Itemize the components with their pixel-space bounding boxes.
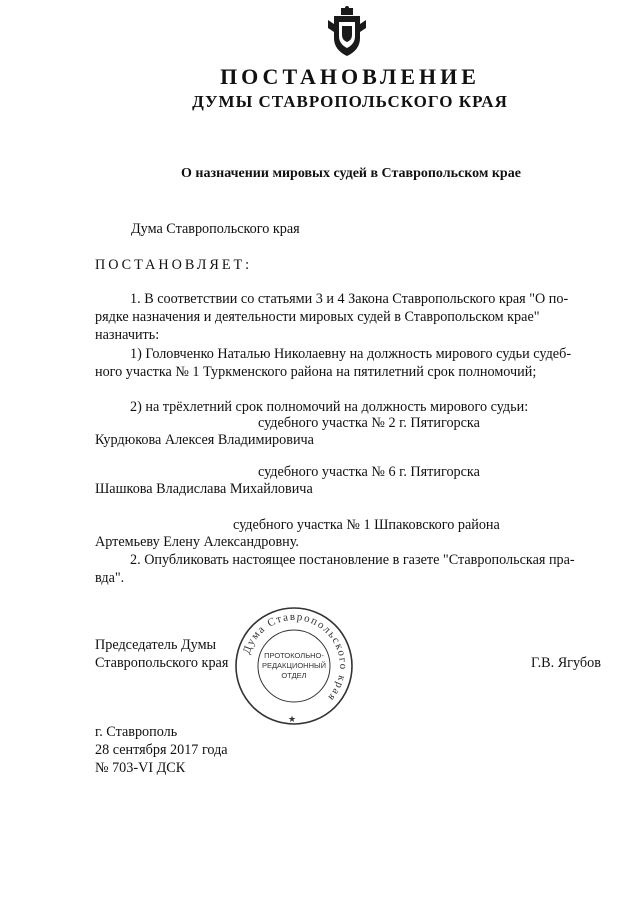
item2-line: вда".	[95, 570, 125, 586]
item2-line: 2. Опубликовать настоящее постановление в газете "Ставропольская пра-	[130, 552, 575, 568]
item1-2-heading: 2) на трёхлетний срок полномочий на должность мирового судьи:	[130, 399, 529, 415]
appointment-position: судебного участка № 2 г. Пятигорска	[258, 415, 480, 431]
appointment-position: судебного участка № 1 Шпаковского района	[233, 517, 500, 533]
item1-line: рядке назначения и деятельности мировых судей в Ставропольском крае"	[95, 309, 540, 325]
footer-number: № 703-VI ДСК	[95, 760, 186, 776]
stamp-star-icon: ★	[287, 714, 297, 724]
document-title: ПОСТАНОВЛЕНИЕ	[220, 64, 480, 89]
footer-date: 28 сентября 2017 года	[95, 742, 228, 758]
stamp-center-text: ОТДЕЛ	[281, 671, 307, 680]
stamp-center-text: РЕДАКЦИОННЫЙ	[261, 661, 327, 670]
intro-text: Дума Ставропольского края	[131, 221, 300, 237]
appointment-name: Шашкова Владислава Михайловича	[95, 481, 313, 497]
appointment-position: судебного участка № 6 г. Пятигорска	[258, 464, 480, 480]
item1-line: назначить:	[95, 327, 160, 343]
stamp-center-text: ПРОТОКОЛЬНО-	[264, 651, 324, 660]
footer-city: г. Ставрополь	[95, 724, 178, 740]
signature-position: Ставропольского края	[95, 655, 229, 671]
appointment-name: Курдюкова Алексея Владимировича	[95, 432, 314, 448]
decree-word: ПОСТАНОВЛЯЕТ:	[95, 257, 253, 273]
signature-position: Председатель Думы	[95, 637, 217, 653]
official-stamp	[232, 604, 356, 728]
signature-name: Г.В. Ягубов	[531, 655, 601, 671]
document-subject: О назначении мировых судей в Ставропольском крае	[181, 166, 521, 181]
item1-line: 1. В соответствии со статьями 3 и 4 Закона Ставропольского края "О по-	[130, 291, 569, 307]
document-subtitle: ДУМЫ СТАВРОПОЛЬСКОГО КРАЯ	[192, 92, 508, 111]
item1-1-line: ного участка № 1 Туркменского района на пятилетний срок полномочий;	[95, 364, 537, 380]
stamp-ring-text: Дума Ставропольского края	[240, 610, 350, 705]
appointment-name: Артемьеву Елену Александровну.	[95, 534, 299, 550]
coat-of-arms-icon	[326, 6, 368, 58]
item1-1-line: 1) Головченко Наталью Николаевну на должность мирового судьи судеб-	[130, 346, 572, 362]
